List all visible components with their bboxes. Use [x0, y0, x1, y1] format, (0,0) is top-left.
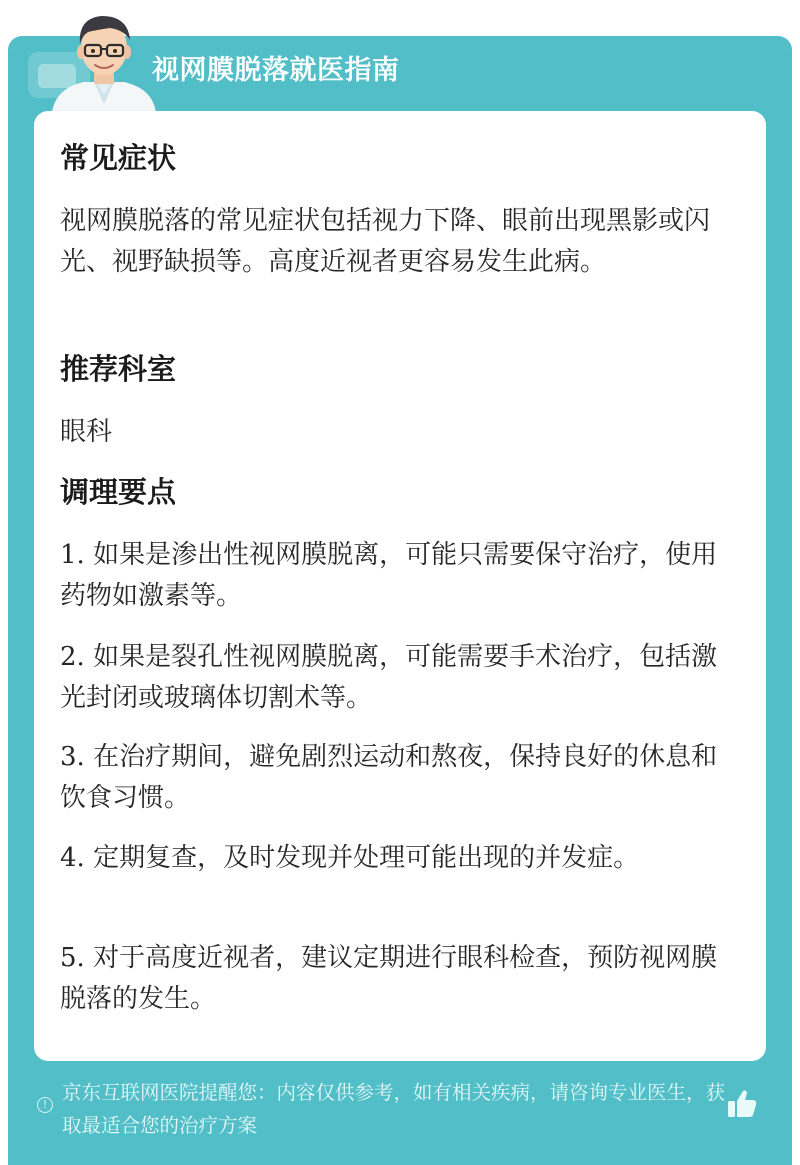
care-item	[60, 637, 725, 719]
care-item-number: 4.	[60, 843, 85, 873]
footer-notice: 京东互联网医院提醒您：内容仅供参考，如有相关疾病，请咨询专业医生，获取最适合您的治疗方案	[62, 1081, 726, 1137]
symptoms-text: 视网膜脱落的常见症状包括视力下降、眼前出现黑影或闪光、视野缺损等。高度近视者更容易发生此病。	[60, 206, 711, 277]
care-item	[60, 535, 725, 617]
care-item-number: 2.	[60, 642, 85, 672]
care-item-text: 定期复查，及时发现并处理可能出现的并发症。	[93, 843, 640, 873]
care-item	[60, 737, 725, 819]
care-item-number: 5.	[60, 943, 85, 973]
symptoms-heading: 常见症状	[60, 141, 177, 175]
doctor-avatar	[44, 8, 164, 112]
care-item	[60, 938, 725, 1020]
page-title: 视网膜脱落就医指南	[152, 55, 400, 86]
care-item-text: 如果是渗出性视网膜脱离，可能只需要保守治疗，使用药物如激素等。	[60, 540, 718, 611]
care-item-number: 3.	[60, 742, 85, 772]
care-item-text: 在治疗期间，避免剧烈运动和熬夜，保持良好的休息和饮食习惯。	[60, 742, 718, 813]
care-item-number: 1.	[60, 540, 85, 570]
info-icon: !	[37, 1097, 53, 1113]
care-item-text: 对于高度近视者，建议定期进行眼科检查，预防视网膜脱落的发生。	[60, 943, 718, 1014]
care-heading: 调理要点	[60, 475, 177, 509]
care-item-text: 如果是裂孔性视网膜脱离，可能需要手术治疗，包括激光封闭或玻璃体切割术等。	[60, 642, 718, 713]
care-item	[60, 838, 725, 879]
department-heading: 推荐科室	[60, 352, 177, 386]
thumbs-up-icon[interactable]	[724, 1086, 760, 1122]
department-text: 眼科	[60, 417, 113, 447]
